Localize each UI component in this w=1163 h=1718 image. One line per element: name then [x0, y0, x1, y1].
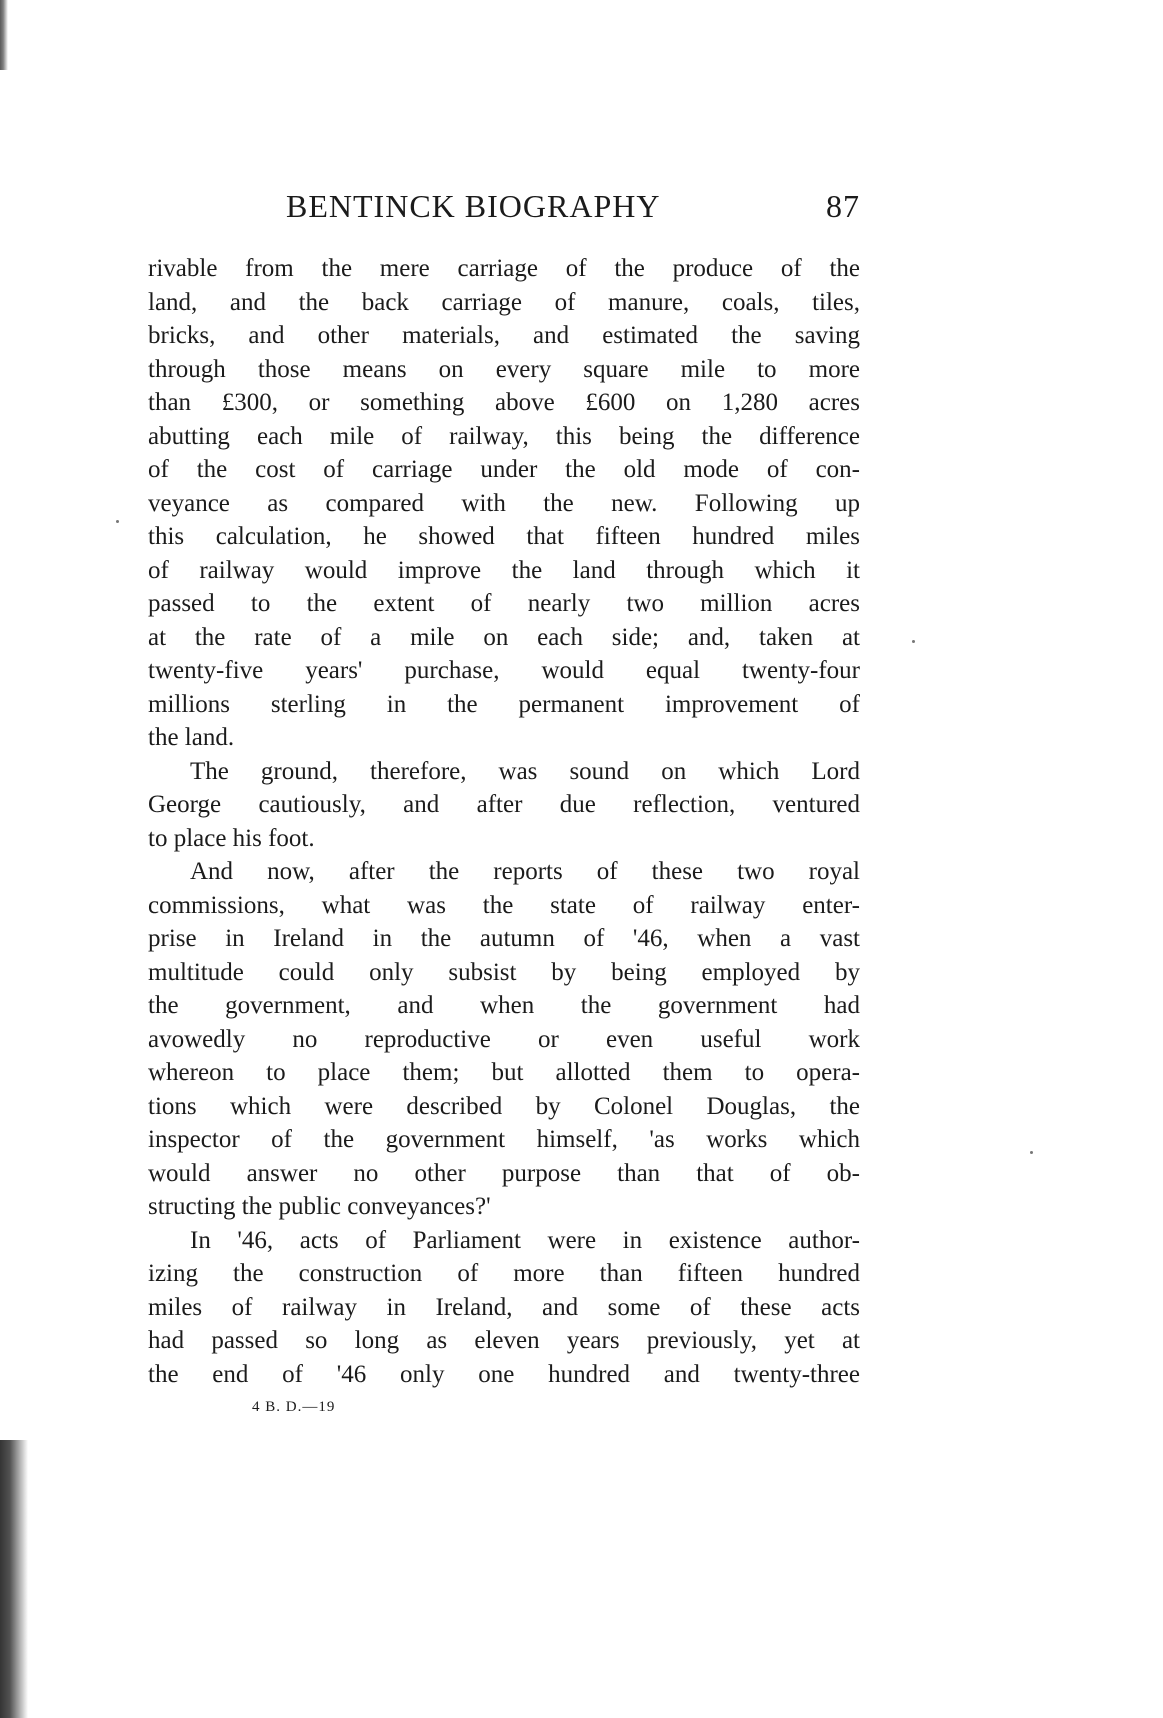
- printer-signature: 4 B. D.—19: [252, 1399, 336, 1415]
- text-line: through those means on every square mile to more: [148, 355, 860, 383]
- book-page: [148, 188, 860, 1416]
- text-line: In '46, acts of Parliament were in existence author-: [190, 1226, 860, 1254]
- text-line: this calculation, he showed that fifteen hundred miles: [148, 523, 860, 550]
- page-number: 87: [826, 188, 860, 224]
- text-line: than £300, or something above £600 on 1,280 acres: [148, 389, 860, 416]
- scan-speck: [116, 520, 119, 523]
- running-head: [148, 188, 860, 232]
- text-line: And now, after the reports of these two royal: [190, 858, 860, 885]
- text-line: the land.: [148, 724, 235, 751]
- text-line: commissions, what was the state of railway enter-: [148, 891, 860, 919]
- text-line: avowedly no reproductive or even useful work: [148, 1025, 860, 1053]
- text-line: of railway would improve the land through which it: [148, 556, 860, 584]
- text-line: the government, and when the government had: [148, 992, 860, 1019]
- text-line: passed to the extent of nearly two million acres: [148, 590, 860, 617]
- text-line: izing the construction of more than fifteen hundred: [148, 1260, 860, 1287]
- scan-speck: [912, 640, 915, 643]
- text-line: The ground, therefore, was sound on which Lord: [190, 757, 860, 785]
- text-line: had passed so long as eleven years previously, yet at: [148, 1327, 860, 1354]
- scan-edge-shadow-top: [0, 0, 8, 70]
- text-line: inspector of the government himself, 'as works which: [148, 1126, 860, 1153]
- text-line: miles of railway in Ireland, and some of these acts: [148, 1293, 860, 1321]
- text-line: millions sterling in the permanent improvement of: [148, 690, 860, 718]
- text-line: land, and the back carriage of manure, coals, tiles,: [148, 288, 860, 316]
- text-line: bricks, and other materials, and estimated the saving: [148, 322, 860, 349]
- text-line: the end of '46 only one hundred and twenty-three: [148, 1360, 860, 1388]
- text-line: tions which were described by Colonel Douglas, the: [148, 1092, 860, 1120]
- text-line: would answer no other purpose than that of ob-: [148, 1159, 860, 1187]
- scan-edge-shadow-bottom: [0, 1440, 28, 1718]
- text-line: whereon to place them; but allotted them to opera-: [148, 1059, 860, 1086]
- text-line: rivable from the mere carriage of the produce of the: [148, 255, 860, 282]
- text-line: at the rate of a mile on each side; and, taken at: [148, 623, 860, 651]
- text-line: twenty-five years' purchase, would equal twenty-four: [148, 657, 860, 684]
- text-line: prise in Ireland in the autumn of '46, when a vast: [148, 925, 860, 952]
- text-line: George cautiously, and after due reflection, ventured: [148, 791, 860, 818]
- scan-speck: [1030, 1151, 1033, 1154]
- text-line: abutting each mile of railway, this being the difference: [148, 422, 860, 450]
- text-line: to place his foot.: [148, 824, 315, 852]
- body-text: [148, 252, 860, 1391]
- text-line: of the cost of carriage under the old mode of con-: [148, 456, 860, 483]
- text-line: structing the public conveyances?': [148, 1193, 491, 1220]
- text-line: multitude could only subsist by being employed by: [148, 958, 860, 986]
- text-line: veyance as compared with the new. Following up: [148, 489, 860, 517]
- running-title: BENTINCK BIOGRAPHY: [286, 188, 661, 224]
